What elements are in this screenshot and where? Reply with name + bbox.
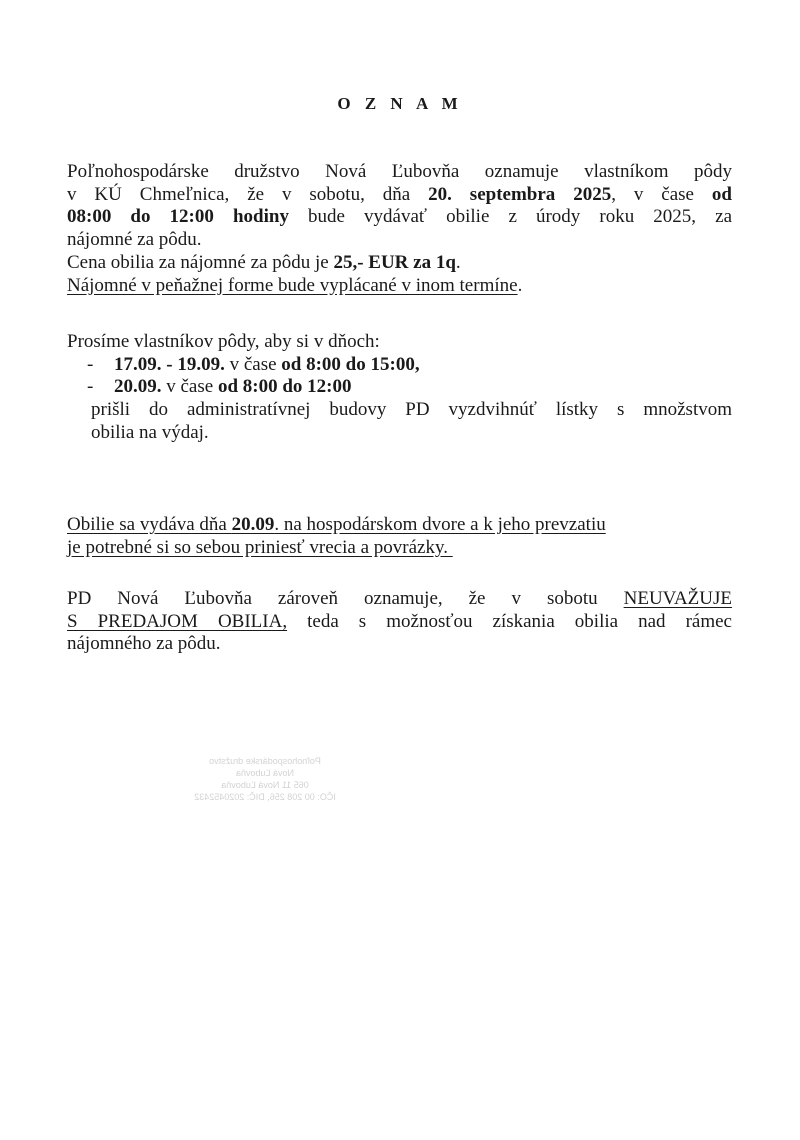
no-sale-paragraph [67, 588, 732, 656]
time-highlight: od [711, 183, 732, 205]
pickup-paragraph [67, 514, 732, 559]
text-span: bude vydávať obilie z úrody roku 2025, za [288, 206, 733, 228]
underlined-text: S PREDAJOM OBILIA, [67, 610, 288, 632]
text-line [67, 588, 732, 611]
list-item [67, 354, 732, 377]
date-highlight: 17.09. - 19.09. [114, 353, 225, 375]
time-highlight: od 8:00 do 12:00 [217, 376, 352, 398]
time-highlight: od 8:00 do 15:00, [281, 353, 420, 375]
text-line [67, 611, 732, 634]
text-span: PD Nová Ľubovňa zároveň oznamuje, že v sobotu [67, 588, 624, 609]
time-highlight: 08:00 do 12:00 hodiny [67, 206, 289, 228]
text-span: v čase [224, 353, 282, 375]
text-line: nájomného za pôdu. [67, 633, 221, 655]
request-paragraph [67, 331, 732, 445]
date-highlight: 20.09 [231, 514, 275, 535]
underlined-text: NEUVAŽUJE [623, 588, 732, 609]
text-span: . na hospodárskom dvore a k jeho prevzatiu [274, 514, 606, 535]
price-highlight: 25,- EUR za 1q [333, 251, 456, 273]
date-highlight: 20. septembra 2025 [428, 183, 612, 205]
text-span: v KÚ Chmeľnica, že v sobotu, dňa [67, 183, 429, 205]
text-line [67, 184, 732, 207]
announcement-paragraph [67, 161, 732, 297]
list-dash: - [87, 353, 94, 375]
date-highlight: 20.09. [114, 376, 162, 398]
stamp-line: 065 11 Nová Ľubovňa [221, 780, 309, 790]
faint-stamp-imprint [150, 755, 380, 803]
text-line [67, 206, 732, 229]
text-span: Poľnohospodárske družstvo Nová Ľubovňa oznamuje vlastníkom pôdy [67, 161, 732, 182]
underlined-text: Nájomné v peňažnej forme bude vyplácané v inom termíne [67, 274, 518, 296]
stamp-line: IČO: 00 208 256, DIČ: 2020452432 [194, 792, 336, 802]
text-line: nájomné za pôdu. [67, 229, 202, 251]
underlined-line: je potrebné si so sebou priniesť vrecia a povrázky. [67, 536, 453, 558]
text-span: . [455, 251, 461, 273]
list-dash: - [87, 376, 94, 398]
stamp-line: Nová Ľubovňa [235, 768, 295, 778]
text-line: Prosíme vlastníkov pôdy, aby si v dňoch: [67, 331, 380, 352]
text-span: Obilie sa vydáva dňa [67, 514, 232, 535]
text-span: . [517, 274, 523, 296]
text-span: Cena obilia za nájomné za pôdu je [67, 251, 334, 273]
list-item [67, 376, 732, 399]
underlined-line [67, 514, 732, 537]
list-continuation [67, 399, 732, 444]
text-line: obilia na výdaj. [91, 421, 209, 443]
price-line [67, 252, 732, 275]
text-span: v čase [161, 376, 218, 398]
text-line: prišli do administratívnej budovy PD vyzdvihnúť lístky s množstvom [91, 399, 732, 421]
stamp-line: Poľnohospodárske družstvo [209, 756, 321, 766]
text-line [67, 161, 732, 184]
text-span: teda s možnosťou získania obilia nad rámec [287, 610, 732, 632]
document-title: O Z N A M [337, 94, 463, 113]
text-span: , v čase [611, 183, 712, 205]
rent-payment-note [67, 275, 732, 298]
